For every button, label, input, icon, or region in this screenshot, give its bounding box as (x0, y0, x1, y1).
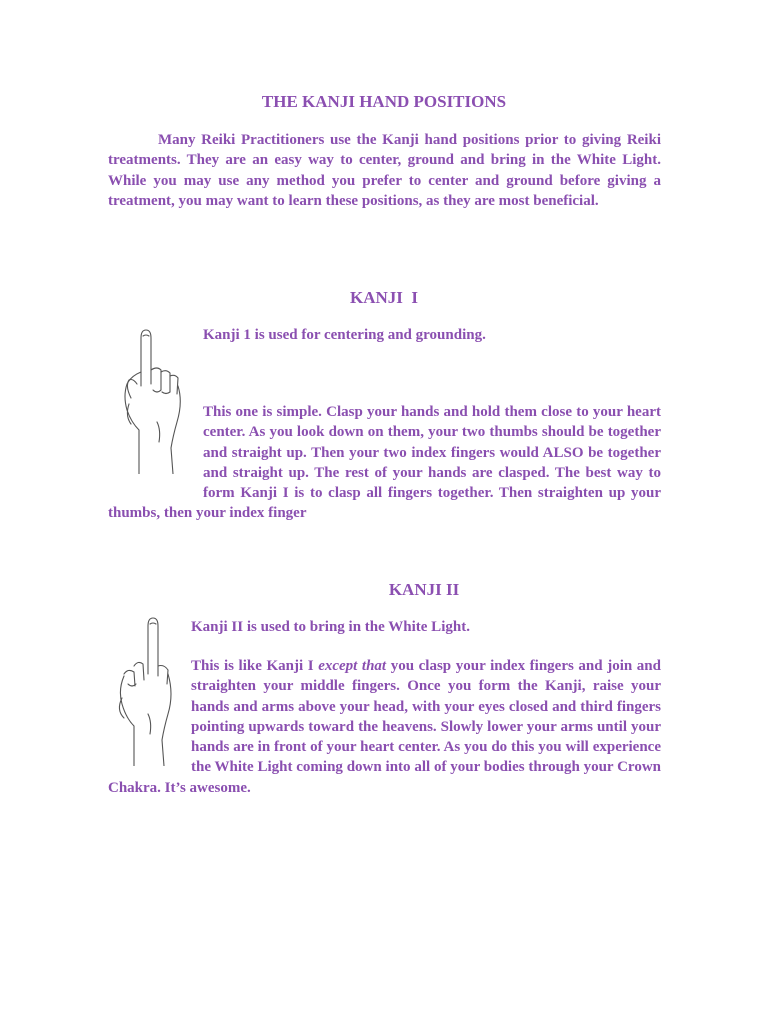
kanji-1-heading: KANJI I (349, 288, 418, 307)
intro-paragraph: Many Reiki Practitioners use the Kanji hand positions prior to giving Reiki treatments. They are an easy way to center, ground and bring in the White Light. While you may use any method you prefer to center and ground before giving a treatment, you may want to learn these positions, as they are most beneficial. (108, 132, 661, 209)
kanji-2-body (108, 656, 661, 798)
kanji-1-description: Kanji 1 is used for centering and grounding. (203, 327, 486, 343)
page-title: THE KANJI HAND POSITIONS (261, 92, 507, 111)
kanji-1-body-text: This one is simple. Clasp your hands and hold them close to your heart center. As you look down on them, your two thumbs should be together and straight up. Then your two index fingers would ALSO be together and straight up. The rest of your hands are clasped. The best way to form Kanji I is to clasp all fingers together. Then straighten up your thumbs, then your index finger (108, 404, 661, 522)
kanji-2-description: Kanji II is used to bring in the White Light. (191, 619, 470, 635)
kanji-2-body-emphasis: except that (318, 658, 387, 674)
kanji-1-body (108, 402, 661, 524)
kanji-2-body-after: you clasp your index fingers and join and straighten your middle fingers. Once you form the Kanji, raise your hands and arms above your head, with your eyes closed and third fingers pointing upwards toward the heavens. Slowly lower your arms until your hands are in front of your heart center. As you do this you will experience the White Light coming down into all of your bodies through your Crown Chakra. It’s awesome. (108, 658, 661, 796)
kanji-2-heading: KANJI II (388, 580, 460, 599)
kanji-2-body-before: This is like Kanji I (191, 658, 319, 674)
